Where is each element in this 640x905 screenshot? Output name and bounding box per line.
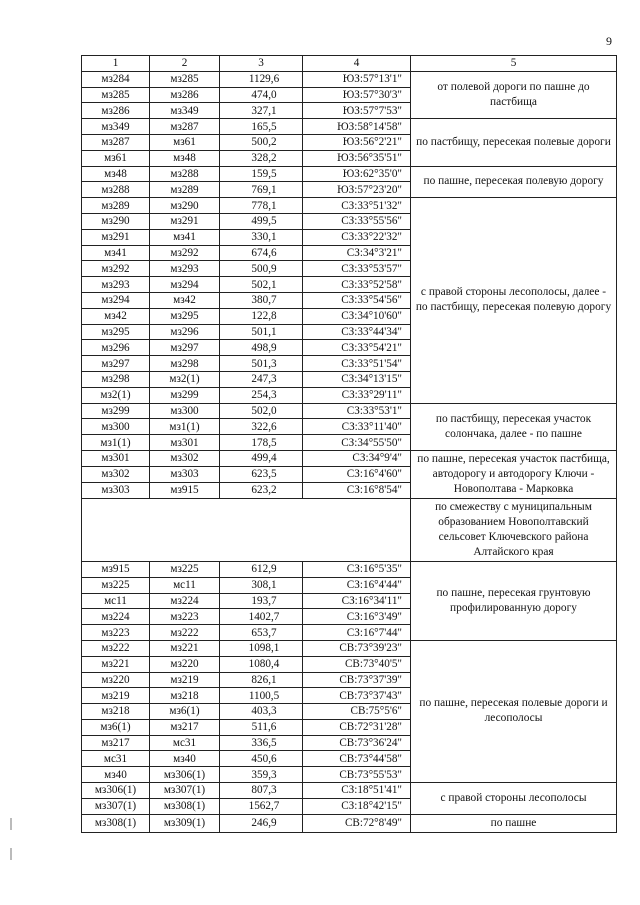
cell-point-to: мз218 bbox=[150, 688, 220, 704]
cell-point-to: мз288 bbox=[150, 166, 220, 182]
cell-point-to: мз292 bbox=[150, 245, 220, 261]
cell-distance: 1562,7 bbox=[220, 798, 303, 814]
cell-azimuth: СВ:75°5'6" bbox=[303, 704, 411, 720]
cell-distance: 499,5 bbox=[220, 213, 303, 229]
cell-point-from: мс31 bbox=[82, 751, 150, 767]
cell-point-to: мз295 bbox=[150, 308, 220, 324]
cell-distance: 165,5 bbox=[220, 119, 303, 135]
cell-point-from: мз301 bbox=[82, 450, 150, 466]
cell-azimuth: СЗ:34°3'21" bbox=[303, 245, 411, 261]
cell-point-from: мз306(1) bbox=[82, 783, 150, 799]
cell-point-from: мз286 bbox=[82, 103, 150, 119]
cell-point-from: мз308(1) bbox=[82, 814, 150, 832]
cell-point-to: мз302 bbox=[150, 450, 220, 466]
cell-point-from: мз294 bbox=[82, 292, 150, 308]
cell-azimuth: СЗ:33°22'32" bbox=[303, 229, 411, 245]
cell-point-from: мз225 bbox=[82, 577, 150, 593]
cell-azimuth: СЗ:16°8'54" bbox=[303, 482, 411, 498]
cell-point-to: мз301 bbox=[150, 435, 220, 451]
cell-point-from: мз48 bbox=[82, 166, 150, 182]
cell-distance: 247,3 bbox=[220, 371, 303, 387]
cell-point-to: мз294 bbox=[150, 277, 220, 293]
cell-point-from: мз2(1) bbox=[82, 387, 150, 403]
description-cell: по пастбищу, пересекая полевые дороги bbox=[411, 119, 617, 166]
cell-point-from: мз289 bbox=[82, 198, 150, 214]
cell-distance: 500,9 bbox=[220, 261, 303, 277]
cell-distance: 322,6 bbox=[220, 419, 303, 435]
cell-azimuth: СВ:73°40'5" bbox=[303, 656, 411, 672]
cell-point-to: мз306(1) bbox=[150, 767, 220, 783]
cell-distance: 246,9 bbox=[220, 814, 303, 832]
cell-azimuth: СЗ:33°51'32" bbox=[303, 198, 411, 214]
cell-point-to: мз1(1) bbox=[150, 419, 220, 435]
cell-azimuth: СВ:73°37'39" bbox=[303, 672, 411, 688]
margin-mark bbox=[10, 818, 12, 830]
description-cell: по пашне bbox=[411, 814, 617, 832]
cell-point-to: мз309(1) bbox=[150, 814, 220, 832]
cell-azimuth: СВ:73°36'24" bbox=[303, 735, 411, 751]
cell-point-from: мз299 bbox=[82, 403, 150, 419]
cell-point-to: мз40 bbox=[150, 751, 220, 767]
table-row bbox=[82, 198, 617, 214]
cell-azimuth: СВ:73°44'58" bbox=[303, 751, 411, 767]
cell-point-from: мз291 bbox=[82, 229, 150, 245]
cell-point-from: мз218 bbox=[82, 704, 150, 720]
cell-distance: 807,3 bbox=[220, 783, 303, 799]
cell-distance: 501,3 bbox=[220, 356, 303, 372]
cell-point-from: мз300 bbox=[82, 419, 150, 435]
header-row bbox=[82, 56, 617, 72]
cell-azimuth: ЮЗ:56°35'51" bbox=[303, 150, 411, 166]
cell-distance: 193,7 bbox=[220, 593, 303, 609]
cell-distance: 254,3 bbox=[220, 387, 303, 403]
description-cell: по смежеству с муниципальным образованием Новополтавский сельсовет Ключевского района Алтайского края bbox=[411, 498, 617, 561]
cell-azimuth: СВ:72°31'28" bbox=[303, 719, 411, 735]
cell-point-from: мз284 bbox=[82, 71, 150, 87]
cell-azimuth: СЗ:33°29'11" bbox=[303, 387, 411, 403]
cell-distance: 380,7 bbox=[220, 292, 303, 308]
cell-point-to: мз223 bbox=[150, 609, 220, 625]
cell-point-from: мз292 bbox=[82, 261, 150, 277]
cell-point-from: мз1(1) bbox=[82, 435, 150, 451]
cell-azimuth: СЗ:16°5'35" bbox=[303, 561, 411, 577]
cell-point-from: мз307(1) bbox=[82, 798, 150, 814]
cell-point-to: мз303 bbox=[150, 466, 220, 482]
cell-point-to: мз48 bbox=[150, 150, 220, 166]
cell-distance: 330,1 bbox=[220, 229, 303, 245]
cell-azimuth: ЮЗ:56°2'21" bbox=[303, 134, 411, 150]
cell-distance: 500,2 bbox=[220, 134, 303, 150]
cell-point-from: мз219 bbox=[82, 688, 150, 704]
cell-point-to: мз61 bbox=[150, 134, 220, 150]
cell-point-from: мз296 bbox=[82, 340, 150, 356]
table-row bbox=[82, 814, 617, 832]
cell-point-from: мз288 bbox=[82, 182, 150, 198]
cell-azimuth: СЗ:33°53'57" bbox=[303, 261, 411, 277]
table-row bbox=[82, 498, 617, 561]
cell-distance: 502,0 bbox=[220, 403, 303, 419]
cell-azimuth: СЗ:34°10'60" bbox=[303, 308, 411, 324]
cell-azimuth: ЮЗ:62°35'0" bbox=[303, 166, 411, 182]
cell-distance: 501,1 bbox=[220, 324, 303, 340]
table-row bbox=[82, 450, 617, 466]
cell-point-to: мз219 bbox=[150, 672, 220, 688]
table-row bbox=[82, 783, 617, 799]
header-cell-description: 5 bbox=[411, 56, 617, 72]
cell-distance: 474,0 bbox=[220, 87, 303, 103]
cell-distance: 769,1 bbox=[220, 182, 303, 198]
cell-azimuth: СЗ:34°9'4" bbox=[303, 450, 411, 466]
boundary-description-table bbox=[81, 55, 617, 833]
cell-point-to: мз297 bbox=[150, 340, 220, 356]
cell-azimuth: СЗ:34°13'15" bbox=[303, 371, 411, 387]
cell-distance: 1129,6 bbox=[220, 71, 303, 87]
cell-point-from: мс11 bbox=[82, 593, 150, 609]
cell-distance: 1098,1 bbox=[220, 640, 303, 656]
cell-distance: 450,6 bbox=[220, 751, 303, 767]
empty-cell bbox=[82, 498, 411, 561]
cell-distance: 328,2 bbox=[220, 150, 303, 166]
cell-azimuth: СЗ:16°4'44" bbox=[303, 577, 411, 593]
cell-point-to: мз2(1) bbox=[150, 371, 220, 387]
table-body bbox=[82, 71, 617, 832]
cell-azimuth: СЗ:33°54'21" bbox=[303, 340, 411, 356]
description-cell: по пашне, пересекая полевую дорогу bbox=[411, 166, 617, 198]
cell-point-from: мз293 bbox=[82, 277, 150, 293]
cell-point-to: мз291 bbox=[150, 213, 220, 229]
table-row bbox=[82, 166, 617, 182]
cell-distance: 327,1 bbox=[220, 103, 303, 119]
cell-point-from: мз42 bbox=[82, 308, 150, 324]
cell-azimuth: СЗ:34°55'50" bbox=[303, 435, 411, 451]
cell-point-to: мс31 bbox=[150, 735, 220, 751]
cell-distance: 1100,5 bbox=[220, 688, 303, 704]
cell-point-from: мз349 bbox=[82, 119, 150, 135]
cell-azimuth: ЮЗ:57°23'20" bbox=[303, 182, 411, 198]
cell-point-from: мз303 bbox=[82, 482, 150, 498]
cell-point-to: мз287 bbox=[150, 119, 220, 135]
cell-point-to: мз296 bbox=[150, 324, 220, 340]
cell-point-to: мз349 bbox=[150, 103, 220, 119]
cell-point-to: мз225 bbox=[150, 561, 220, 577]
cell-point-from: мз40 bbox=[82, 767, 150, 783]
cell-point-from: мз61 bbox=[82, 150, 150, 166]
table-row bbox=[82, 403, 617, 419]
header-cell-point-to: 2 bbox=[150, 56, 220, 72]
cell-point-from: мз915 bbox=[82, 561, 150, 577]
cell-point-to: мз41 bbox=[150, 229, 220, 245]
description-cell: с правой стороны лесополосы bbox=[411, 783, 617, 815]
cell-azimuth: СЗ:33°52'58" bbox=[303, 277, 411, 293]
cell-azimuth: ЮЗ:58°14'58" bbox=[303, 119, 411, 135]
cell-distance: 502,1 bbox=[220, 277, 303, 293]
cell-point-to: мз300 bbox=[150, 403, 220, 419]
cell-point-from: мз6(1) bbox=[82, 719, 150, 735]
cell-distance: 623,5 bbox=[220, 466, 303, 482]
cell-azimuth: ЮЗ:57°13'1" bbox=[303, 71, 411, 87]
cell-azimuth: СВ:72°8'49" bbox=[303, 814, 411, 832]
cell-point-from: мз222 bbox=[82, 640, 150, 656]
cell-point-to: мз298 bbox=[150, 356, 220, 372]
cell-azimuth: СВ:73°55'53" bbox=[303, 767, 411, 783]
cell-point-to: мс11 bbox=[150, 577, 220, 593]
cell-distance: 653,7 bbox=[220, 625, 303, 641]
cell-point-to: мз42 bbox=[150, 292, 220, 308]
cell-azimuth: СЗ:33°54'56" bbox=[303, 292, 411, 308]
cell-distance: 336,5 bbox=[220, 735, 303, 751]
cell-point-to: мз915 bbox=[150, 482, 220, 498]
cell-azimuth: СЗ:33°51'54" bbox=[303, 356, 411, 372]
description-cell: по пашне, пересекая участок пастбища, автодорогу и автодорогу Ключи - Новополтава - Марковка bbox=[411, 450, 617, 498]
cell-point-to: мз221 bbox=[150, 640, 220, 656]
page-number: 9 bbox=[606, 34, 612, 48]
cell-point-from: мз290 bbox=[82, 213, 150, 229]
cell-point-to: мз308(1) bbox=[150, 798, 220, 814]
cell-distance: 122,8 bbox=[220, 308, 303, 324]
cell-point-to: мз293 bbox=[150, 261, 220, 277]
cell-distance: 178,5 bbox=[220, 435, 303, 451]
cell-distance: 674,6 bbox=[220, 245, 303, 261]
cell-distance: 498,9 bbox=[220, 340, 303, 356]
cell-azimuth: СЗ:33°55'56" bbox=[303, 213, 411, 229]
cell-azimuth: СВ:73°39'23" bbox=[303, 640, 411, 656]
cell-azimuth: ЮЗ:57°30'3" bbox=[303, 87, 411, 103]
cell-point-from: мз298 bbox=[82, 371, 150, 387]
cell-point-to: мз299 bbox=[150, 387, 220, 403]
cell-point-from: мз220 bbox=[82, 672, 150, 688]
cell-point-to: мз217 bbox=[150, 719, 220, 735]
cell-point-from: мз295 bbox=[82, 324, 150, 340]
cell-distance: 1402,7 bbox=[220, 609, 303, 625]
cell-point-to: мз224 bbox=[150, 593, 220, 609]
cell-distance: 499,4 bbox=[220, 450, 303, 466]
cell-azimuth: СЗ:16°7'44" bbox=[303, 625, 411, 641]
cell-distance: 778,1 bbox=[220, 198, 303, 214]
cell-azimuth: СВ:73°37'43" bbox=[303, 688, 411, 704]
cell-point-to: мз6(1) bbox=[150, 704, 220, 720]
cell-azimuth: СЗ:16°4'60" bbox=[303, 466, 411, 482]
cell-point-from: мз221 bbox=[82, 656, 150, 672]
cell-distance: 359,3 bbox=[220, 767, 303, 783]
cell-point-from: мз224 bbox=[82, 609, 150, 625]
cell-azimuth: СЗ:16°3'49" bbox=[303, 609, 411, 625]
cell-point-from: мз41 bbox=[82, 245, 150, 261]
cell-azimuth: СЗ:33°53'1" bbox=[303, 403, 411, 419]
cell-point-to: мз289 bbox=[150, 182, 220, 198]
cell-point-from: мз223 bbox=[82, 625, 150, 641]
header-cell-point-from: 1 bbox=[82, 56, 150, 72]
cell-point-from: мз287 bbox=[82, 134, 150, 150]
table-row bbox=[82, 119, 617, 135]
cell-point-to: мз220 bbox=[150, 656, 220, 672]
cell-distance: 308,1 bbox=[220, 577, 303, 593]
description-cell: по пашне, пересекая полевые дороги и лесополосы bbox=[411, 640, 617, 782]
cell-distance: 623,2 bbox=[220, 482, 303, 498]
cell-point-from: мз302 bbox=[82, 466, 150, 482]
cell-point-to: мз222 bbox=[150, 625, 220, 641]
cell-azimuth: СЗ:33°44'34" bbox=[303, 324, 411, 340]
description-cell: по пашне, пересекая грунтовую профилированную дорогу bbox=[411, 561, 617, 640]
cell-azimuth: СЗ:18°42'15" bbox=[303, 798, 411, 814]
description-cell: по пастбищу, пересекая участок солончака, далее - по пашне bbox=[411, 403, 617, 450]
cell-distance: 403,3 bbox=[220, 704, 303, 720]
cell-azimuth: ЮЗ:57°7'53" bbox=[303, 103, 411, 119]
margin-mark bbox=[10, 848, 12, 860]
cell-point-from: мз217 bbox=[82, 735, 150, 751]
table-row bbox=[82, 71, 617, 87]
cell-point-to: мз286 bbox=[150, 87, 220, 103]
cell-point-to: мз307(1) bbox=[150, 783, 220, 799]
cell-point-to: мз285 bbox=[150, 71, 220, 87]
cell-point-to: мз290 bbox=[150, 198, 220, 214]
cell-azimuth: СЗ:18°51'41" bbox=[303, 783, 411, 799]
cell-azimuth: СЗ:16°34'11" bbox=[303, 593, 411, 609]
cell-distance: 1080,4 bbox=[220, 656, 303, 672]
cell-distance: 826,1 bbox=[220, 672, 303, 688]
description-cell: от полевой дороги по пашне до пастбища bbox=[411, 71, 617, 118]
cell-distance: 612,9 bbox=[220, 561, 303, 577]
header-cell-distance: 3 bbox=[220, 56, 303, 72]
header-cell-azimuth: 4 bbox=[303, 56, 411, 72]
table-row bbox=[82, 561, 617, 577]
cell-distance: 159,5 bbox=[220, 166, 303, 182]
cell-point-from: мз297 bbox=[82, 356, 150, 372]
cell-point-from: мз285 bbox=[82, 87, 150, 103]
description-cell: с правой стороны лесополосы, далее - по пастбищу, пересекая полевую дорогу bbox=[411, 198, 617, 403]
table-row bbox=[82, 640, 617, 656]
cell-azimuth: СЗ:33°11'40" bbox=[303, 419, 411, 435]
cell-distance: 511,6 bbox=[220, 719, 303, 735]
